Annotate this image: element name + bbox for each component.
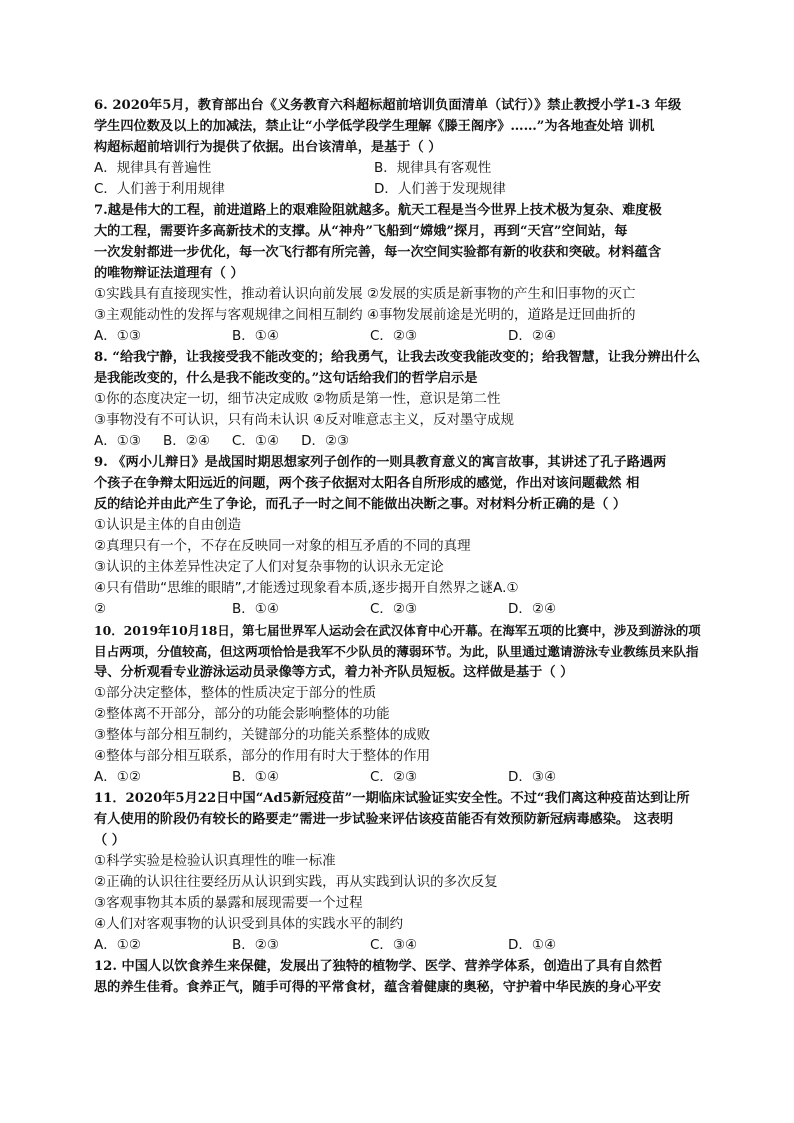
q10-options	[94, 767, 704, 788]
q10-option-b[interactable]: B．①④	[232, 769, 279, 785]
q9-stem-line-1: 9. 《两小儿辩日》是战国时期思想家列子创作的一则具教育意义的寓言故事，其讲述了孔子路遇两	[94, 455, 667, 470]
q10-statement-1: ①部分决定整体，整体的性质决定于部分的性质	[94, 685, 377, 701]
q11-stem-line-2: 有人使用的阶段仍有较长的路要走”需进一步试验来评估该疫苗能否有效预防新冠病毒感染。 这表明	[94, 812, 674, 827]
q7-stem-line-2: 大的工程，需要许多高新技术的支撑。从“神舟”飞船到“嫦娥”探月，再到“天宫”空间站，每	[94, 224, 628, 239]
q12-stem-line-2: 思的养生佳肴。食养正气，随手可得的平常食材，蕴含着健康的奥秘，守护着中华民族的身心平安	[94, 980, 662, 995]
q9-options	[94, 599, 704, 620]
q9-option-d[interactable]: D．②④	[508, 601, 557, 617]
q11-option-d[interactable]: D．①④	[508, 937, 557, 953]
q9-statement-3: ③认识的主体差异性决定了人们对复杂事物的认识永无定论	[94, 559, 444, 575]
q8-statements-2: ③事物没有不可认识，只有尚未认识 ④反对唯意志主义，反对墨守成规	[94, 412, 514, 428]
q10-option-d[interactable]: D．③④	[508, 769, 557, 785]
q6-options-row-2	[94, 179, 704, 200]
q10-stem-line-1: 10．2019年10月18日，第七届世界军人运动会在武汉体育中心开幕。在海军五项的比赛中，涉及到游泳的项	[94, 623, 701, 638]
q6-options-row-1	[94, 158, 704, 179]
q7-statements-1: ①实践具有直接现实性，推动着认识向前发展 ②发展的实质是新事物的产生和旧事物的灭亡	[94, 286, 636, 302]
q6-option-c[interactable]: C．人们善于利用规律	[94, 181, 225, 197]
q10-stem-line-3: 导、分析观看专业游泳运动员录像等方式，着力补齐队员短板。这样做是基于（ ）	[94, 665, 574, 680]
q9-statement-4: ④只有借助“思维的眼睛”,才能透过现象看本质,逐步揭开自然界之谜A.①	[94, 580, 519, 596]
q6-stem-line-2: 学生四位数及以上的加减法，禁止让“小学低学段学生理解《滕王阁序》……”为各地查处培 训机	[94, 119, 655, 134]
q9-statement-2: ②真理只有一个，不存在反映同一对象的相互矛盾的不同的真理	[94, 538, 471, 554]
q11-statement-1: ①科学实验是检验认识真理性的唯一标准	[94, 853, 336, 869]
q9-stem-line-3: 反的结论并由此产生了争论，而孔子一时之间不能做出决断之事。对材料分析正确的是（ ）	[94, 497, 627, 512]
q7-option-a[interactable]: A．①③	[94, 328, 141, 344]
q11-stem-line-1: 11．2020年5月22日中国“Ad5新冠疫苗”一期临床试验证实安全性。不过“我们离这种疫苗达到让所	[94, 791, 690, 806]
q11-option-b[interactable]: B．②③	[232, 937, 279, 953]
q11-statement-3: ③客观事物其本质的暴露和展现需要一个过程	[94, 895, 363, 911]
q10-statement-4: ④整体与部分相互联系，部分的作用有时大于整体的作用	[94, 748, 431, 764]
q6-stem-line-3: 构超标超前培训行为提供了依据。出台该清单，是基于（ ）	[94, 140, 442, 155]
q8-option-a[interactable]: A．①③	[94, 433, 141, 449]
q9-statement-1: ①认识是主体的自由创造	[94, 517, 242, 533]
q11-statement-4: ④人们对客观事物的认识受到具体的实践水平的制约	[94, 916, 404, 932]
q8-statements-1: ①你的态度决定一切，细节决定成败 ②物质是第一性，意识是第二性	[94, 391, 501, 407]
q10-option-a[interactable]: A．①②	[94, 769, 141, 785]
q12-stem-line-1: 12. 中国人以饮食养生来保健，发展出了独特的植物学、医学、营养学体系，创造出了具有自然哲	[94, 959, 663, 974]
q9-stem-line-2: 个孩子在争辩太阳远近的问题，两个孩子依据对太阳各自所形成的感觉，作出对该问题截然 相	[94, 476, 640, 491]
q9-option-b[interactable]: B．①④	[232, 601, 279, 617]
q7-stem-line-4: 的唯物辩证法道理有（ ）	[94, 266, 244, 281]
q11-option-a[interactable]: A．①②	[94, 937, 141, 953]
q8-stem-line-1: 8. “给我宁静，让我接受我不能改变的；给我勇气，让我去改变我能改变的；给我智慧，让我分辨出什么	[94, 350, 701, 365]
q9-option-a-cont[interactable]: ②	[94, 601, 107, 617]
q10-statement-3: ③整体与部分相互制约，关键部分的功能关系整体的成败	[94, 727, 431, 743]
q7-option-c[interactable]: C．②③	[370, 328, 418, 344]
q11-option-c[interactable]: C．③④	[370, 937, 418, 953]
q8-stem-line-2: 是我能改变的，什么是我不能改变的。”这句话给我们的哲学启示是	[94, 371, 478, 386]
q11-statement-2: ②正确的认识往往要经历从认识到实践，再从实践到认识的多次反复	[94, 874, 498, 890]
q7-option-d[interactable]: D．②④	[508, 328, 557, 344]
q11-stem-line-3: （ ）	[94, 833, 125, 848]
q6-stem-line-1: 6. 2020年5月，教育部出台《义务教育六科超标超前培训负面清单（试行）》禁止教授小学1-3 年级	[94, 98, 682, 113]
q8-option-b[interactable]: B．②④	[162, 433, 210, 449]
q7-stem-line-3: 一次发射都进一步优化，每一次飞行都有所完善，每一次空间实验都有新的收获和突破。材料蕴含	[94, 245, 662, 260]
q6-option-d[interactable]: D．人们善于发现规律	[374, 181, 506, 197]
q11-options	[94, 935, 704, 956]
q6-option-a[interactable]: A．规律具有普遍性	[94, 160, 212, 176]
q7-statements-2: ③主观能动性的发挥与客观规律之间相互制约 ④事物发展前途是光明的，道路是迂回曲折的	[94, 307, 636, 323]
q8-options	[94, 431, 704, 452]
q8-option-c[interactable]: C．①④	[231, 433, 280, 449]
q10-stem-line-2: 目占两项，分值较高，但这两项恰恰是我军不少队员的薄弱环节。为此，队里通过邀请游泳专业教练员来队指	[94, 644, 699, 659]
q6-option-b[interactable]: B．规律具有客观性	[374, 160, 492, 176]
q7-options	[94, 326, 704, 347]
q8-option-d[interactable]: D．②③	[301, 433, 350, 449]
q9-option-c[interactable]: C．②③	[370, 601, 418, 617]
q10-statement-2: ②整体离不开部分，部分的功能会影响整体的功能	[94, 706, 390, 722]
q10-option-c[interactable]: C．②③	[370, 769, 418, 785]
q7-option-b[interactable]: B．①④	[232, 328, 279, 344]
q7-stem-line-1: 7.越是伟大的工程，前进道路上的艰难险阻就越多。航天工程是当今世界上技术极为复杂、难度极	[94, 203, 662, 218]
